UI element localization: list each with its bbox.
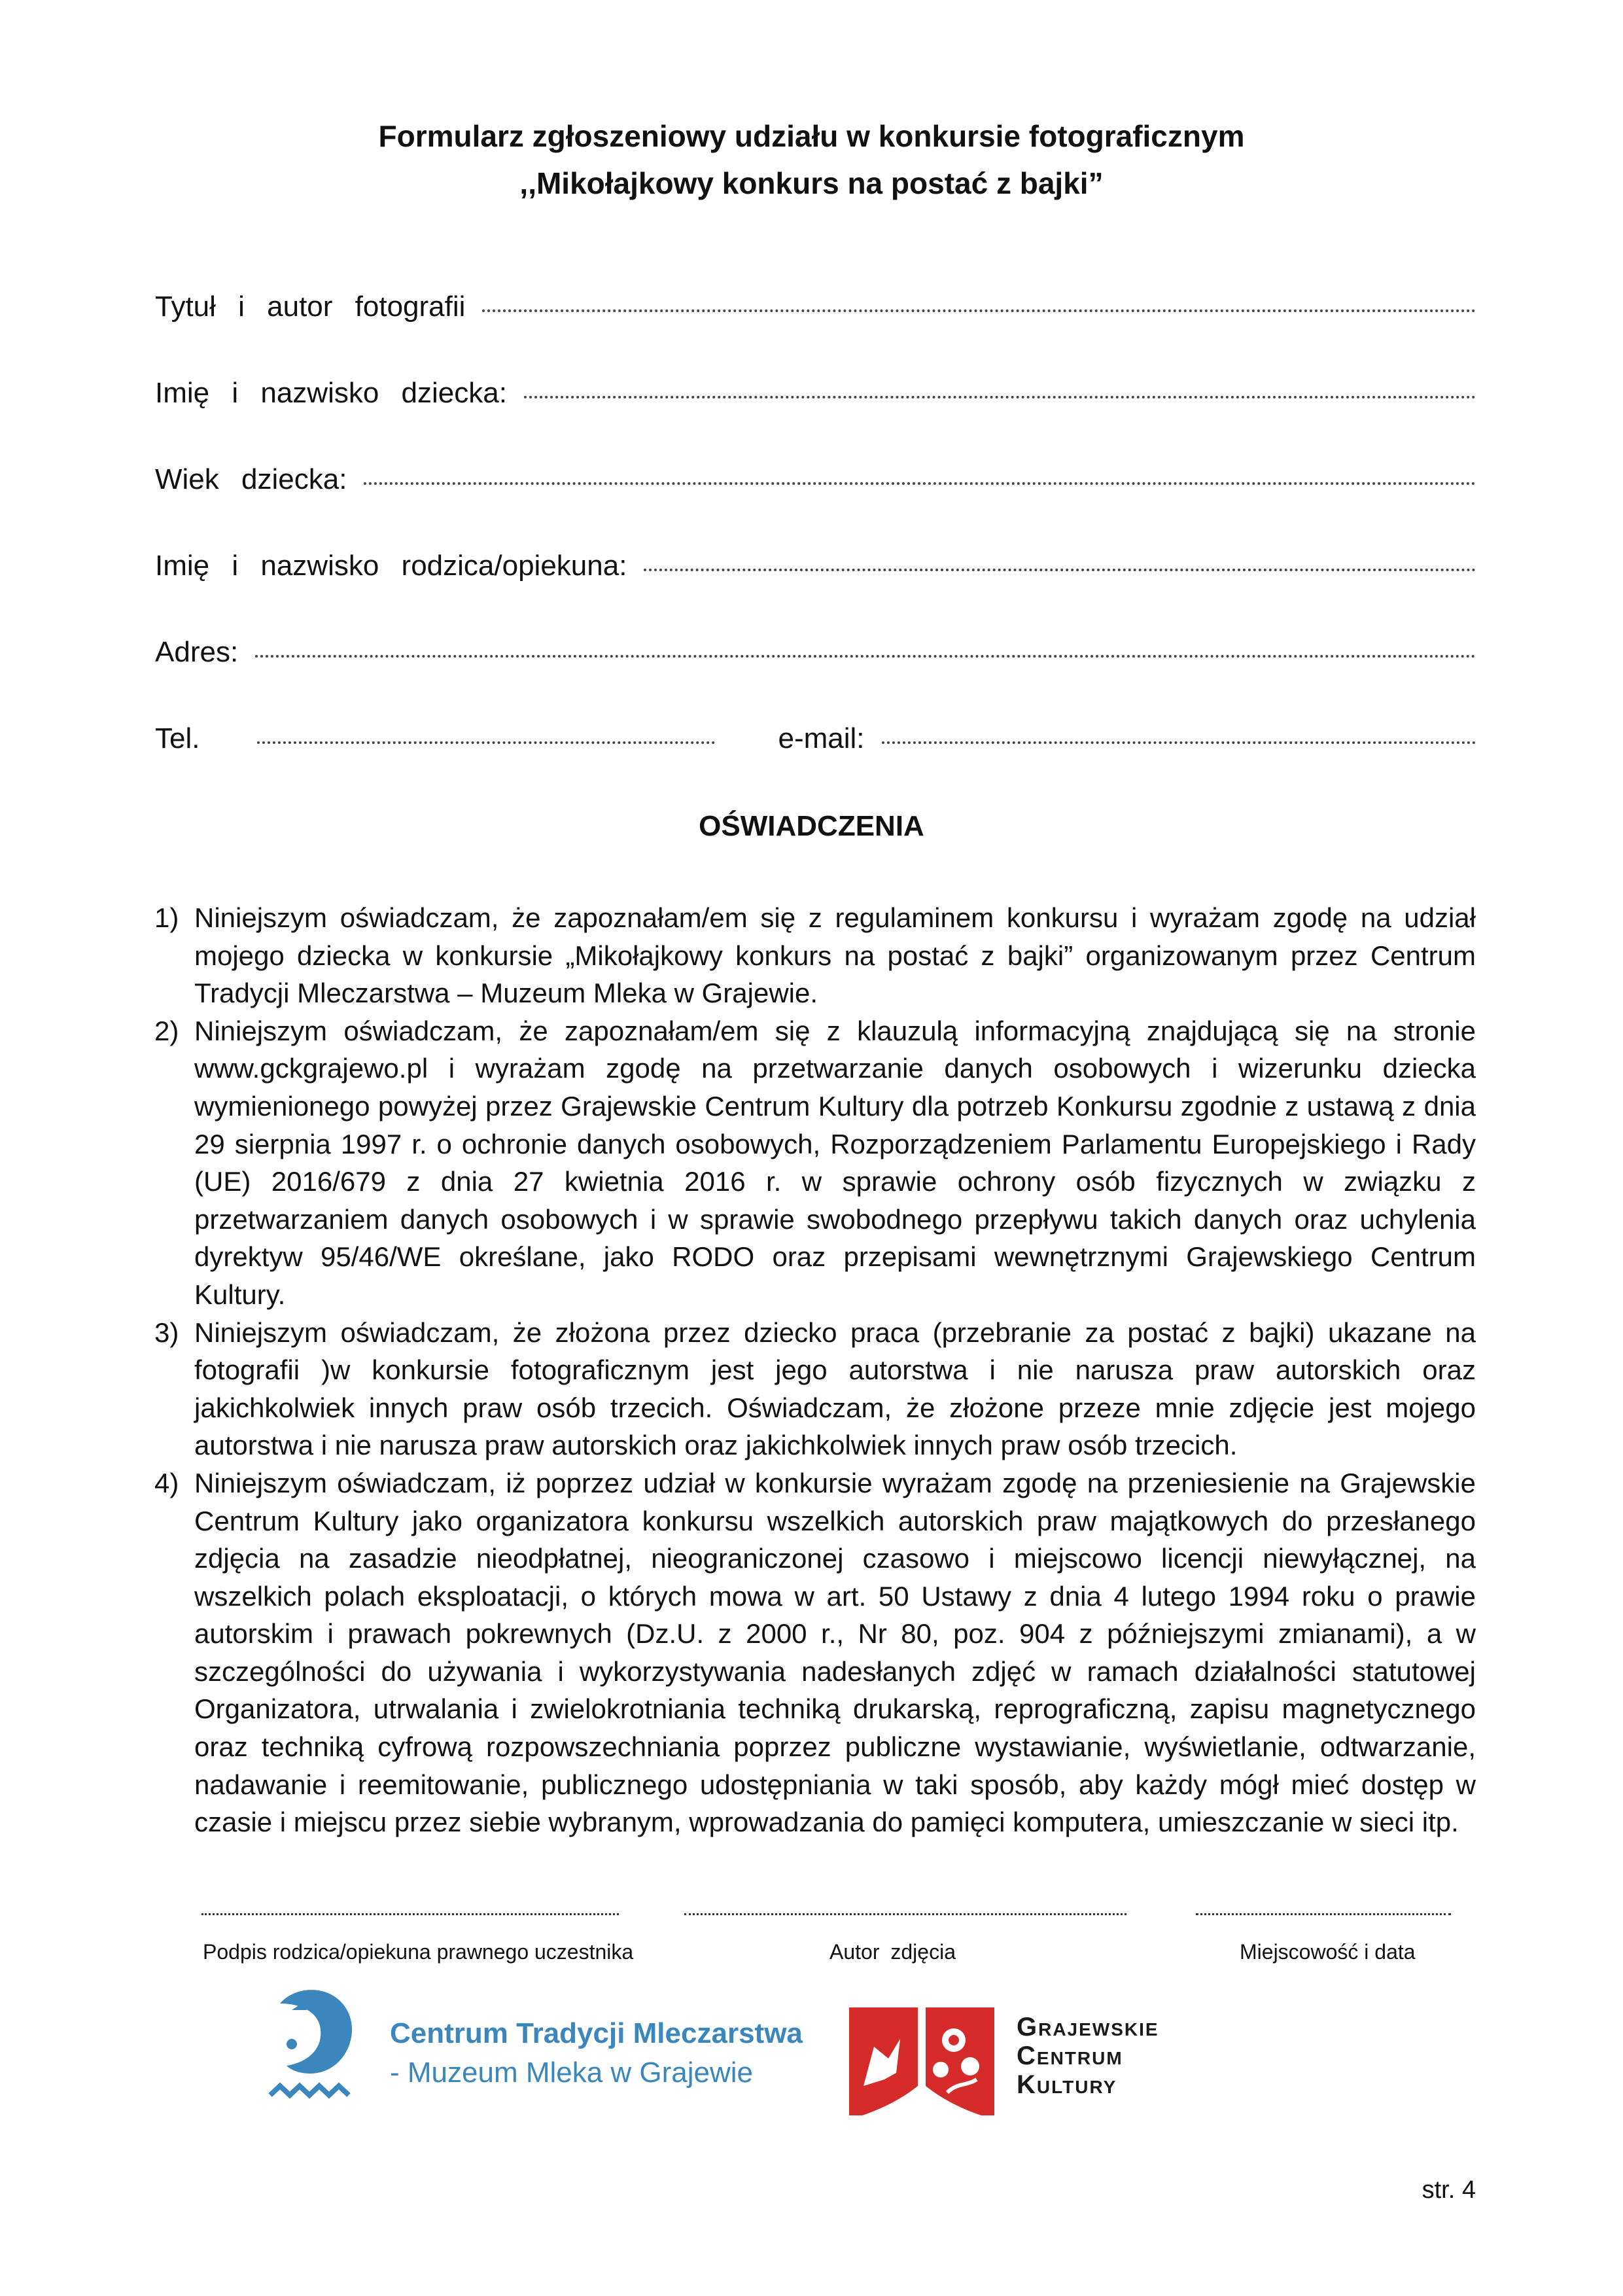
parent-name-row	[155, 550, 1476, 582]
statement-text: Niniejszym oświadczam, iż poprzez udział w konkursie wyrażam zgodę na przeniesienie na Grajewskie Centrum Kultury jako organizatora konkursu wszelkich autorskich praw majątkowych do przesłanego zdjęcia na zasadzie nieodpłatnej, nieograniczonej czasowo i miejscowo licencji niewyłącznej, na wszelkich polach eksploatacji, o których mowa w art. 50 Ustawy z dnia 4 lutego 1994 roku o prawie autorskim i prawach pokrewnych (Dz.U. z 2000 r., Nr 80, poz. 904 z późniejszymi zmianami), a w szczególności do używania i wykorzystywania nadesłanych zdjęć w ramach działalności statutowej Organizatora, utrwalania i zwielokrotniania techniką drukarską, reprograficzną, zapisu magnetycznego oraz techniką cyfrową rozpowszechniania poprzez publiczne wystawianie, wyświetlanie, odtwarzanie, nadawanie i reemitowanie, publicznego udostępniania w taki sposób, aby każdy mógł mieć dostęp w czasie i miejscu przez siebie wybranym, wprowadzania do pamięci komputera, umieszczanie w sieci itp.	[194, 1467, 1476, 1838]
address-field[interactable]	[255, 655, 1476, 658]
milk-museum-subtitle: - Muzeum Mleka w Grajewie	[390, 2057, 754, 2089]
address-row	[155, 636, 1476, 669]
child-name-row	[155, 377, 1476, 410]
statement-number: 4)	[154, 1467, 179, 1498]
phone-field[interactable]	[257, 741, 715, 744]
parent-signature-line[interactable]	[201, 1913, 619, 1915]
page-number: str. 4	[1422, 2176, 1476, 2204]
child-age-row	[155, 463, 1476, 496]
culture-centre-logo-text	[1017, 2013, 1159, 2099]
child-age-label: Wiek dziecka:	[155, 463, 347, 495]
statements-list	[154, 899, 1476, 1841]
statement-text: Niniejszym oświadczam, że złożona przez dziecko praca (przebranie za postać z bajki) ukazane na fotografii )w konkursie fotograficznym jest jego autorstwa i nie narusza praw autorskich oraz jakichkolwiek innych praw osób trzecich. Oświadczam, że złożone przeze mnie zdjęcie jest mojego autorstwa i nie narusza praw autorskich oraz jakichkolwiek innych praw osób trzecich.	[194, 1316, 1476, 1461]
culture-centre-name-3: Kultury	[1017, 2070, 1117, 2099]
milk-museum-logo-text	[390, 2014, 803, 2093]
child-name-label: Imię i nazwisko dziecka:	[155, 377, 507, 409]
photo-author-label: Autor zdjęcia	[829, 1940, 956, 1964]
milk-museum-name: Centrum Tradycji Mleczarstwa	[390, 2017, 803, 2049]
milk-museum-logo-icon	[267, 1984, 365, 2115]
statement-number: 3)	[154, 1316, 179, 1348]
statement-item	[154, 1464, 1476, 1841]
photo-title-author-field[interactable]	[482, 309, 1476, 312]
culture-centre-logo-icon	[836, 2001, 1007, 2119]
form-title-line1: Formularz zgłoszeniowy udziału w konkursie fotograficznym	[378, 119, 1245, 153]
statement-number: 2)	[154, 1015, 179, 1046]
statement-item	[154, 899, 1476, 1012]
statement-item	[154, 1012, 1476, 1314]
place-date-label: Miejscowość i data	[1240, 1940, 1416, 1964]
statement-number: 1)	[154, 902, 179, 933]
culture-centre-name-1: Grajewskie	[1017, 2013, 1159, 2041]
photo-title-author-label: Tytuł i autor fotografii	[155, 291, 466, 323]
email-label: e-mail:	[778, 722, 865, 754]
parent-signature-label: Podpis rodzica/opiekuna prawnego uczestnika	[203, 1940, 634, 1964]
contact-row	[155, 722, 1476, 755]
parent-name-field[interactable]	[644, 569, 1476, 571]
child-name-field[interactable]	[524, 396, 1476, 398]
address-label: Adres:	[155, 636, 239, 668]
photo-title-author-row	[155, 291, 1476, 323]
child-age-field[interactable]	[364, 482, 1476, 485]
place-date-line[interactable]	[1196, 1913, 1451, 1915]
statement-text: Niniejszym oświadczam, że zapoznałam/em się z regulaminem konkursu i wyrażam zgodę na udział mojego dziecka w konkursie „Mikołajkowy konkurs na postać z bajki” organizowanym przez Centrum Tradycji Mleczarstwa – Muzeum Mleka w Grajewie.	[194, 902, 1476, 1009]
form-title-line2: ,,Mikołajkowy konkurs na postać z bajki”	[519, 166, 1104, 200]
statement-item	[154, 1314, 1476, 1464]
parent-name-label: Imię i nazwisko rodzica/opiekuna:	[155, 550, 627, 582]
email-field[interactable]	[882, 741, 1476, 744]
phone-label: Tel.	[155, 722, 200, 754]
photo-author-line[interactable]	[684, 1913, 1126, 1915]
statements-title: OŚWIADCZENIA	[699, 810, 924, 842]
culture-centre-name-2: Centrum	[1017, 2041, 1123, 2070]
statement-text: Niniejszym oświadczam, że zapoznałam/em się z klauzulą informacyjną znajdującą się na stronie www.gckgrajewo.pl i wyrażam zgodę na przetwarzanie danych osobowych i wizerunku dziecka wymienionego powyżej przez Grajewskie Centrum Kultury dla potrzeb Konkursu zgodnie z ustawą z dnia 29 sierpnia 1997 r. o ochronie danych osobowych, Rozporządzeniem Parlamentu Europejskiego i Rady (UE) 2016/679 z dnia 27 kwietnia 2016 r. w sprawie ochrony osób fizycznych w związku z przetwarzaniem danych osobowych i w sprawie swobodnego przepływu takich danych oraz uchylenia dyrektyw 95/46/WE określane, jako RODO oraz przepisami wewnętrznymi Grajewskiego Centrum Kultury.	[194, 1015, 1476, 1310]
